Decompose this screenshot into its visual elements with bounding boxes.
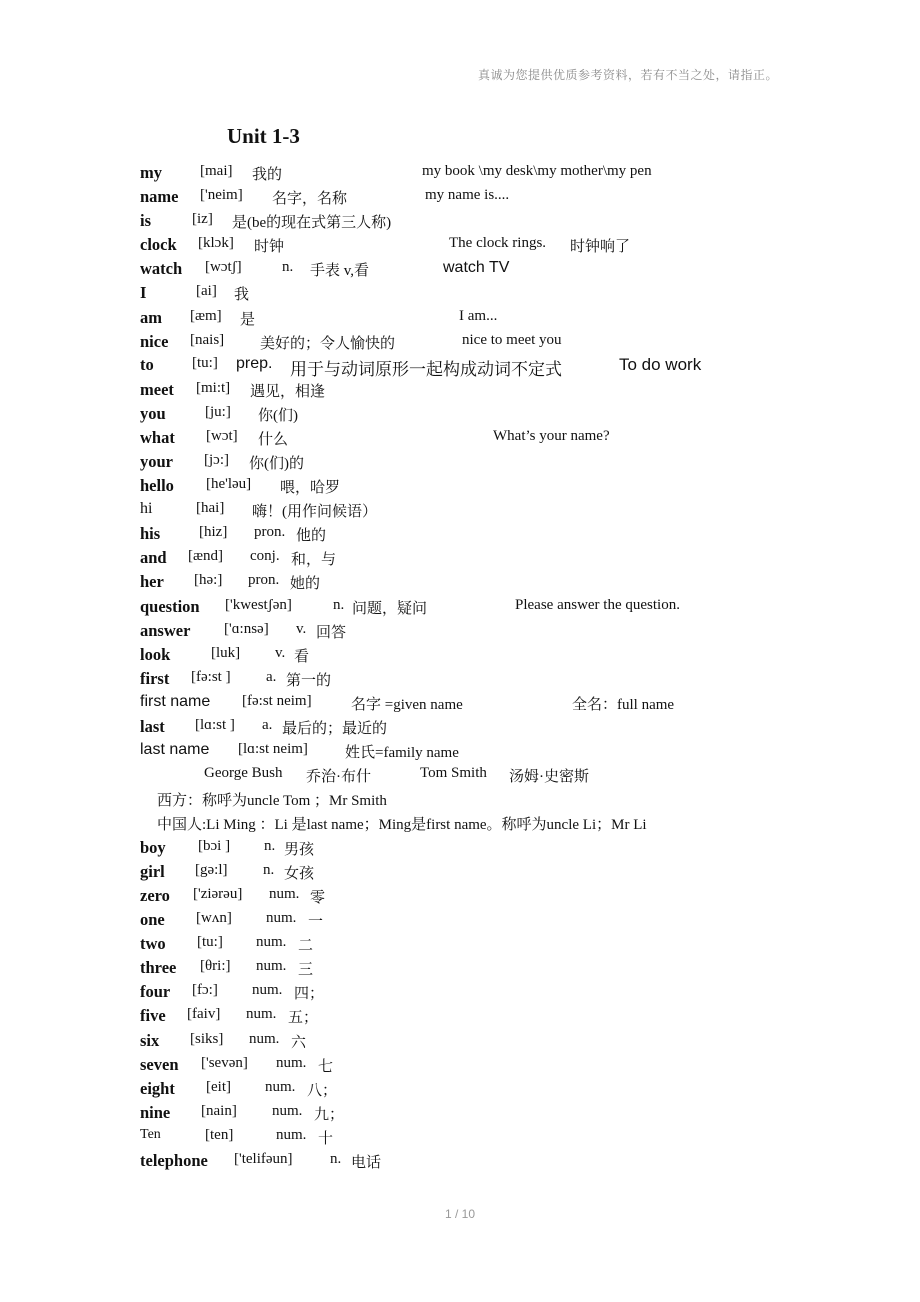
ipa: [ju:] [205,404,231,420]
word: four [140,982,171,1001]
pos: num. [256,958,287,974]
meaning: 三 [298,962,314,978]
entry-ten [0,1127,920,1149]
entry-your [0,452,920,474]
word: nine [140,1103,171,1122]
example: Please answer the question. [515,597,680,613]
entry-am [0,308,920,330]
ipa: [ænd] [188,548,223,564]
ipa: [hə:] [194,572,223,588]
word: and [140,548,167,567]
names-example [0,765,920,787]
note-text: 西方：称呼为uncle Tom ；Mr Smith [157,793,387,809]
meaning: 名字，名称 [272,191,348,207]
entry-six [0,1031,920,1053]
ipa: [hiz] [199,524,228,540]
ipa: [iz] [192,211,213,227]
meaning: 十 [318,1131,334,1147]
meaning: 是(be的现在式第三人称) [232,215,392,231]
ipa: ['neim] [200,187,243,203]
word: watch [140,259,183,278]
example: To do work [619,355,702,374]
entry-is [0,211,920,233]
ipa: [tu:] [192,355,218,371]
entry-one [0,910,920,932]
meaning: 回答 [316,625,347,641]
meaning: 六 [291,1035,307,1051]
ipa: ['telifəun] [234,1151,293,1167]
meaning: 问题，疑问 [352,601,428,617]
example-name-1: George Bush [204,765,283,781]
ipa: [he'ləu] [206,476,252,492]
pos: num. [252,982,283,998]
pos: num. [256,934,287,950]
entry-four [0,982,920,1004]
entry-her [0,572,920,594]
example-name-1-cn: 乔治·布什 [306,769,371,785]
entry-last-name [0,741,920,763]
entry-girl [0,862,920,884]
pos: pron. [254,524,286,540]
ipa: [wɔt] [206,428,238,444]
ipa: [lɑ:st ] [195,717,235,733]
pos: num. [276,1055,307,1071]
example: The clock rings. [449,235,547,251]
meaning: 第一的 [286,673,332,689]
word: her [140,572,164,591]
meaning: 看 [294,649,310,665]
meaning: 电话 [351,1155,382,1171]
entry-first [0,669,920,691]
pos: num. [265,1079,296,1095]
pos: n. [263,862,275,878]
word: eight [140,1079,175,1098]
example: 全名：full name [572,697,675,713]
pos: num. [246,1006,277,1022]
meaning: 九； [314,1107,345,1123]
meaning: 她的 [290,576,321,592]
word: six [140,1031,160,1050]
meaning: 八； [307,1083,338,1099]
meaning: 用于与动词原形一起构成动词不定式 [290,360,562,379]
entry-two [0,934,920,956]
word: Ten [140,1127,161,1142]
entry-zero [0,886,920,908]
word: am [140,308,162,327]
word: telephone [140,1151,208,1170]
ipa: [nais] [190,332,225,348]
meaning: 和，与 [291,552,337,568]
ipa: [luk] [211,645,241,661]
meaning: 他的 [296,528,327,544]
ipa: [faiv] [187,1006,221,1022]
ipa: [siks] [190,1031,224,1047]
word: I [140,283,147,302]
entry-his [0,524,920,546]
meaning: 零 [310,890,326,906]
entry-i [0,283,920,305]
meaning: 七 [318,1059,334,1075]
pos: num. [249,1031,280,1047]
ipa: [mi:t] [196,380,231,396]
meaning: 我的 [252,167,283,183]
ipa: ['sevən] [201,1055,248,1071]
ipa: ['ziərəu] [193,886,243,902]
ipa: [hai] [196,500,225,516]
ipa: [θri:] [200,958,231,974]
entry-nine [0,1103,920,1125]
entry-last [0,717,920,739]
ipa: [bɔi ] [198,838,231,854]
word: first name [140,693,211,710]
ipa: [wɔtʃ] [205,259,242,275]
entry-clock [0,235,920,257]
pos: conj. [250,548,280,564]
word: one [140,910,165,929]
entry-answer [0,621,920,643]
ipa: [tu:] [197,934,223,950]
note-text: 中国人:Li Ming ：Li 是last name；Ming是first name。称呼为uncle Li；Mr Li [157,817,647,833]
pos: n. [330,1151,342,1167]
word: hi [140,500,153,517]
word: your [140,452,173,471]
word: zero [140,886,170,905]
ipa: [ai] [196,283,217,299]
entry-look [0,645,920,667]
entry-first-name [0,693,920,715]
meaning: 五； [288,1010,319,1026]
note-west [0,789,920,811]
ipa: [klɔk] [198,235,234,251]
word: is [140,211,152,230]
pos: v. [296,621,307,637]
pos: num. [276,1127,307,1143]
pos: num. [266,910,297,926]
ipa: [fə:st neim] [242,693,312,709]
word: nice [140,332,169,351]
entry-what [0,428,920,450]
ipa: [fə:st ] [191,669,231,685]
meaning: 你(们)的 [249,456,304,472]
entry-and [0,548,920,570]
example-name-2: Tom Smith [420,765,487,781]
word: seven [140,1055,179,1074]
word: question [140,597,200,616]
example-name-2-cn: 汤姆·史密斯 [509,769,589,785]
example: What’s your name? [493,428,610,444]
word: answer [140,621,191,640]
ipa: [lɑ:st neim] [238,741,308,757]
entry-nice [0,332,920,354]
meaning: 你(们) [258,408,298,424]
pos: prep. [236,355,273,372]
ipa: [eit] [206,1079,231,1095]
example-translation: 时钟响了 [570,239,631,255]
ipa: [ten] [205,1127,234,1143]
meaning: 一 [308,914,324,930]
word: five [140,1006,166,1025]
entry-my [0,163,920,185]
meaning: 名字 =given name [351,697,463,713]
pos: a. [266,669,277,685]
entry-meet [0,380,920,402]
page-number: 1 / 10 [444,1207,476,1221]
pos: a. [262,717,273,733]
word: what [140,428,175,447]
entry-eight [0,1079,920,1101]
ipa: ['kwestʃən] [225,597,292,613]
example: watch TV [443,259,510,276]
word: two [140,934,166,953]
meaning: 我 [234,287,250,303]
pos: num. [269,886,300,902]
header-note: 真诚为您提供优质参考资料，若有不当之处，请指正。 [477,68,778,82]
entry-telephone [0,1151,920,1173]
ipa: [mai] [200,163,233,179]
entry-boy [0,838,920,860]
meaning: 美好的；令人愉快的 [260,336,396,352]
ipa: [gə:l] [195,862,228,878]
word: look [140,645,171,664]
note-china [0,813,920,835]
entry-seven [0,1055,920,1077]
entry-hello [0,476,920,498]
word: name [140,187,179,206]
pos: pron. [248,572,280,588]
meaning: 手表 v,看 [310,263,370,279]
meaning: 喂，哈罗 [280,480,341,496]
entry-name [0,187,920,209]
word: meet [140,380,174,399]
word: last [140,717,165,736]
word: you [140,404,166,423]
meaning: 四； [294,986,325,1002]
meaning: 时钟 [254,239,285,255]
entry-watch [0,259,920,281]
example: my book \my desk\my mother\my pen [422,163,652,179]
word: girl [140,862,165,881]
word: to [140,355,154,374]
ipa: ['ɑ:nsə] [224,621,269,637]
word: last name [140,741,210,758]
ipa: [fɔ:] [192,982,218,998]
entry-hi [0,500,920,522]
meaning: 嗨！(用作问候语） [252,504,377,520]
meaning: 什么 [258,432,289,448]
example: my name is.... [425,187,510,203]
meaning: 姓氏=family name [345,745,459,761]
ipa: [nain] [201,1103,237,1119]
pos: n. [282,259,294,275]
entry-question [0,597,920,619]
page-title: Unit 1-3 [227,124,300,148]
entry-three [0,958,920,980]
pos: n. [333,597,345,613]
word: hello [140,476,174,495]
word: clock [140,235,177,254]
meaning: 女孩 [284,866,315,882]
example: I am... [459,308,498,324]
example: nice to meet you [462,332,562,348]
ipa: [wʌn] [196,910,232,926]
word: boy [140,838,166,857]
meaning: 是 [240,312,256,328]
meaning: 男孩 [284,842,315,858]
word: three [140,958,177,977]
ipa: [jɔ:] [204,452,229,468]
entry-five [0,1006,920,1028]
meaning: 二 [298,938,314,954]
entry-to [0,355,920,377]
ipa: [æm] [190,308,222,324]
pos: num. [272,1103,303,1119]
pos: v. [275,645,286,661]
pos: n. [264,838,276,854]
meaning: 最后的；最近的 [282,721,388,737]
meaning: 遇见，相逢 [250,384,326,400]
word: his [140,524,161,543]
word: first [140,669,170,688]
word: my [140,163,162,182]
entry-you [0,404,920,426]
